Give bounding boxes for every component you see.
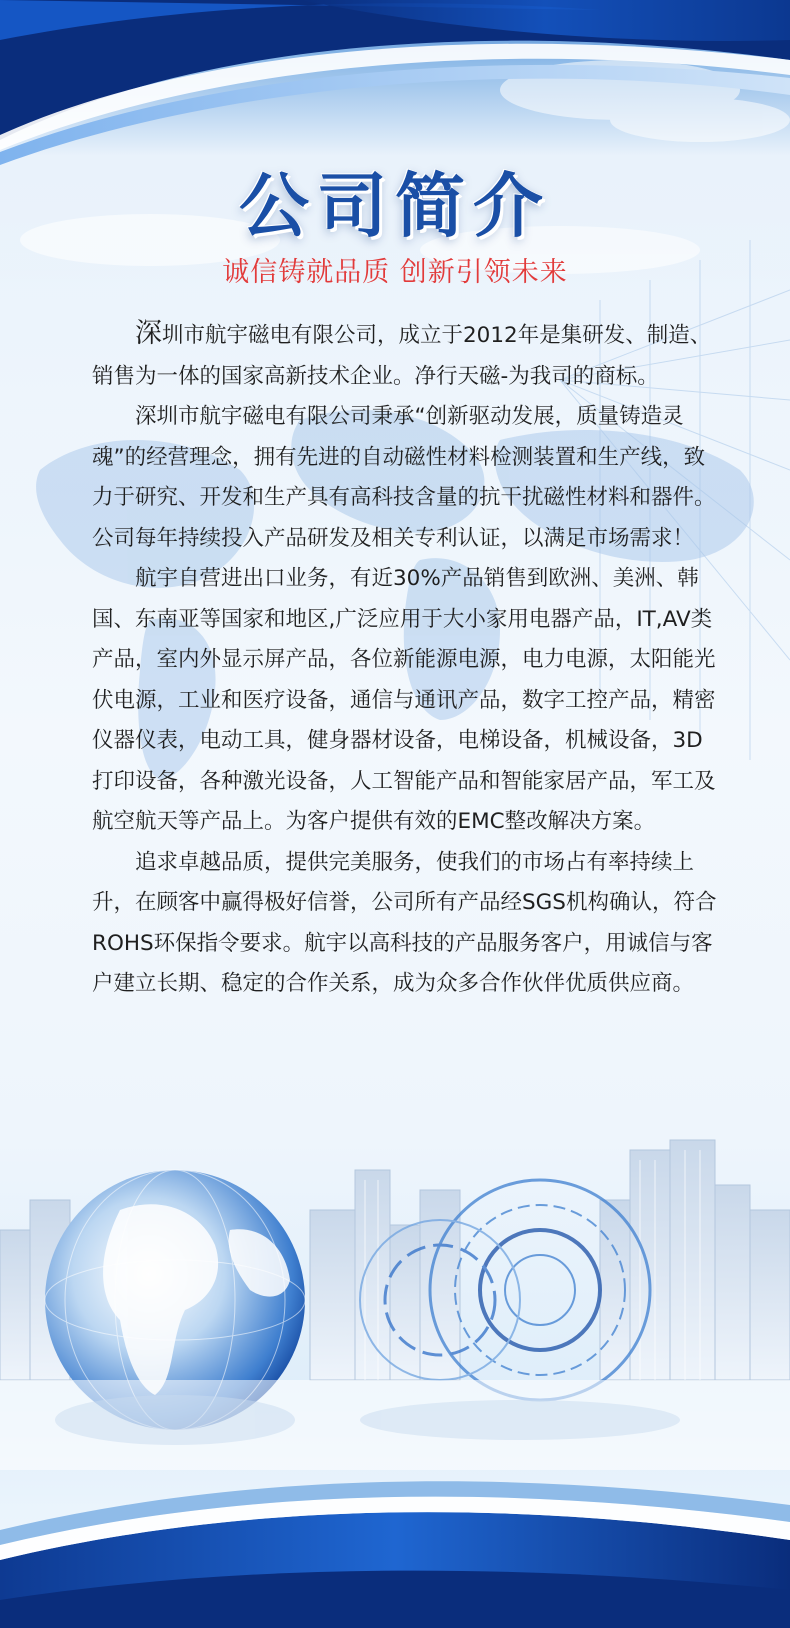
intro-paragraph-2: 深圳市航宇磁电有限公司秉承“创新驱动发展，质量铸造灵魂”的经营理念，拥有先进的自动磁性材料检测装置和生产线，致力于研究、开发和生产具有高科技含量的抗干扰磁性材料和器件。公司每年持续投入产品研发及相关专利认证，以满足市场需求！ <box>92 404 716 551</box>
page-title: 公司简介 <box>239 165 551 247</box>
slogan: 诚信铸就品质 创新引领未来 <box>222 257 568 288</box>
intro-paragraph-4: 追求卓越品质，提供完美服务，使我们的市场占有率持续上升，在顾客中赢得极好信誉，公司所有产品经SGS机构确认，符合ROHS环保指令要求。航宇以高科技的产品服务客户，用诚信与客户建立长期、稳定的合作关系，成为众多合作伙伴优质供应商。 <box>92 849 717 996</box>
intro-paragraph-3: 航宇自营进出口业务，有近30%产品销售到欧洲、美洲、韩国、东南亚等国家和地区,广泛应用于大小家用电器产品，IT,AV类产品，室内外显示屏产品，各位新能源电源，电力电源，太阳能光伏电源，工业和医疗设备，通信与通讯产品，数字工控产品，精密仪器仪表，电动工具，健身器材设备，电梯设备，机械设备，3D打印设备，各种激光设备，人工智能产品和智能家居产品，军工及航空航天等产品上。为客户提供有效的EMC整改解决方案。 <box>92 566 716 834</box>
intro-paragraph-1: 深圳市航宇磁电有限公司，成立于2012年是集研发、制造、销售为一体的国家高新技术企业。净行天磁-为我司的商标。 <box>92 318 712 389</box>
company-intro <box>92 314 722 1005</box>
